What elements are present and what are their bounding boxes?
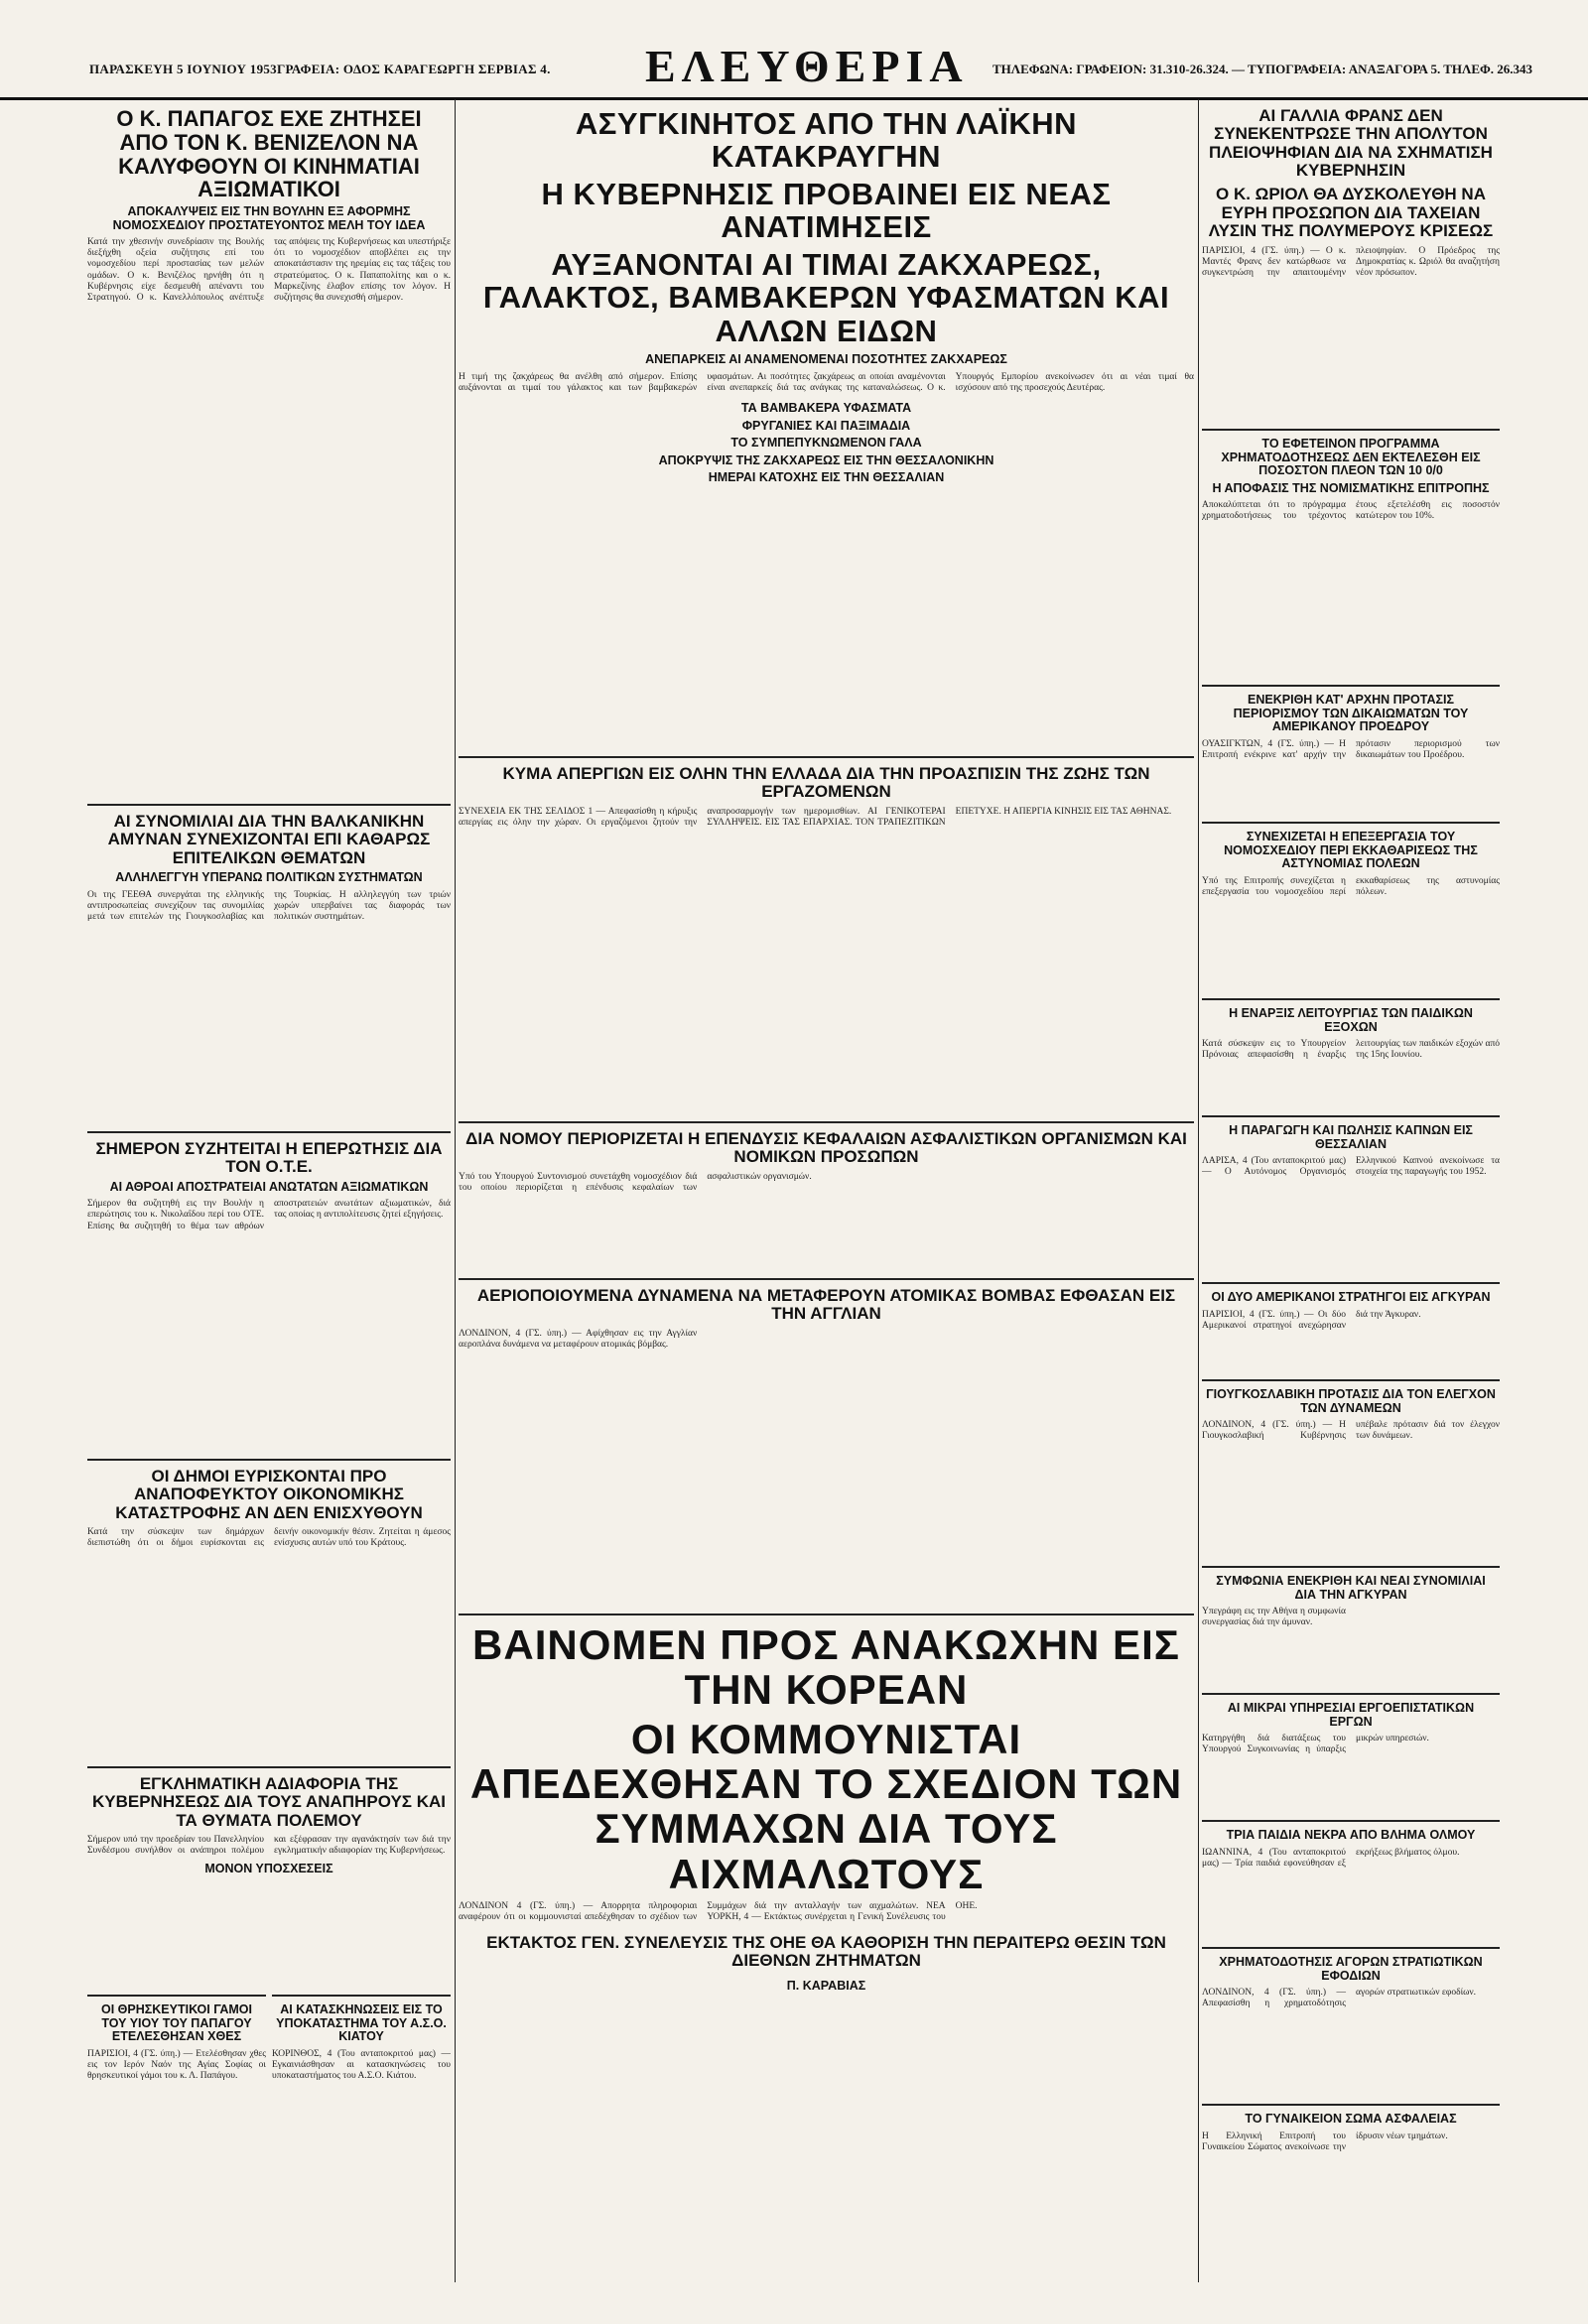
article-atomic bbox=[459, 1278, 1194, 1611]
headline-korea-1: ΒΑΙΝΟΜΕΝ ΠΡΟΣ ΑΝΑΚΩΧΗΝ ΕΙΣ ΤΗΝ ΚΟΡΕΑΝ bbox=[472, 1621, 1180, 1714]
body-paidia: ΙΩΑΝΝΙΝΑ, 4 (Του ανταποκριτού μας) — Τρία παιδιά εφονεύθησαν εξ εκρήξεως βλήματος όλμου. bbox=[1202, 1847, 1460, 1869]
headline-exoxes: Η ΕΝΑΡΞΙΣ ΛΕΙΤΟΥΡΓΙΑΣ ΤΩΝ ΠΑΙΔΙΚΩΝ ΕΞΟΧΩΝ bbox=[1229, 1006, 1473, 1034]
headline-synexizetai: ΣΥΝΕΧΙΖΕΤΑΙ Η ΕΠΕΞΕΡΓΑΣΙΑ ΤΟΥ ΝΟΜΟΣΧΕΔΙΟΥ ΠΕΡΙ ΕΚΚΑΘΑΡΙΣΕΩΣ ΤΗΣ ΑΣΤΥΝΟΜΙΑΣ ΠΟΛΕΩΝ bbox=[1224, 830, 1478, 870]
subhead-papagos: ΑΠΟΚΑΛΥΨΕΙΣ ΕΙΣ ΤΗΝ ΒΟΥΛΗΝ ΕΞ ΑΦΟΡΜΗΣ ΝΟΜΟΣΧΕΔΙΟΥ ΠΡΟΣΤΑΤΕΥΟΝΤΟΣ ΜΕΛΗ ΤΟΥ ΙΔΕΑ bbox=[112, 204, 426, 232]
headline-kataskiseis: ΑΙ ΚΑΤΑΣΚΗΝΩΣΕΙΣ ΕΙΣ ΤΟ ΥΠΟΚΑΤΑΣΤΗΜΑ ΤΟΥ Α.Σ.Ο. ΚΙΑΤΟΥ bbox=[276, 2002, 447, 2043]
article-kataskiseis bbox=[272, 1995, 451, 2287]
headline-franz-1: ΑΙ ΓΑΛΛΙΑ ΦΡΑΝΣ ΔΕΝ ΣΥΝΕΚΕΝΤΡΩΣΕ ΤΗΝ ΑΠΟΛΥΤΟΝ ΠΛΕΙΟΨΗΦΙΑΝ ΔΙΑ ΝΑ ΣΧΗΜΑΤΙΣΗ ΚΥΒΕΡΝΗΣΙΝ bbox=[1209, 106, 1493, 181]
body-strike: ΣΥΝΕΧΕΙΑ ΕΚ ΤΗΣ ΣΕΛΙΔΟΣ 1 — Απεφασίσθη η κήρυξις απεργίας εις όλην την χώραν. Οι εργαζόμενοι ζητούν την αναπροσαρμογήν των ημερομισθίων. ΑΙ ΓΕΝΙΚΟΤΕΡΑΙ ΣΥΛΛΗΨΕΙΣ. ΕΙΣ ΤΑΣ ΕΠΑΡΧΙΑΣ. ΤΟΝ ΤΡΑΠΕΖΙΤΙΚΩΝ ΕΠΕΤΥΧΕ. Η ΑΠΕΡΓΙΑ ΚΙΝΗΣΙΣ ΕΙΣ ΤΑΣ ΑΘΗΝΑΣ. bbox=[459, 806, 1172, 828]
body-dimoi: Κατά την σύσκεψιν των δημάρχων διεπιστώθη ότι οι δήμοι ευρίσκονται εις δεινήν οικονομικήν θέσιν. Ζητείται η άμεσος ενίσχυσις αυτών υπό του Κράτους. bbox=[87, 1527, 451, 1549]
box-gala: ΤΟ ΣΥΜΠΕΠΥΚΝΩΜΕΝΟΝ ΓΑΛΑ bbox=[730, 436, 922, 451]
box-fryganies: ΦΡΥΓΑΝΙΕΣ ΚΑΙ ΠΑΞΙΜΑΔΙΑ bbox=[741, 418, 911, 433]
headline-efodia: ΧΡΗΜΑΤΟΔΟΤΗΣΙΣ ΑΓΟΡΩΝ ΣΤΡΑΤΙΩΤΙΚΩΝ ΕΦΟΔΙΩΝ bbox=[1219, 1955, 1483, 1983]
body-kataskiseis: ΚΟΡΙΝΘΟΣ, 4 (Του ανταποκριτού μας) — Εγκαινιάσθησαν αι κατασκηνώσεις του υποκαταστήματος του Α.Σ.Ο. Κιάτου. bbox=[272, 2048, 451, 2081]
headline-strategoi: ΟΙ ΔΥΟ ΑΜΕΡΙΚΑΝΟΙ ΣΤΡΑΤΗΓΟΙ ΕΙΣ ΑΓΚΥΡΑΝ bbox=[1211, 1290, 1491, 1304]
body-atomic: ΛΟΝΔΙΝΟΝ, 4 (ΓΣ. ύπη.) — Αφίχθησαν εις την Αγγλίαν αεροπλάνα δυνάμενα να μεταφέρουν ατομικάς βόμβας. bbox=[459, 1328, 698, 1350]
article-kypros bbox=[1202, 1566, 1500, 1690]
headline-giougko: ΓΙΟΥΓΚΟΣΛΑΒΙΚΗ ΠΡΟΤΑΣΙΣ ΔΙΑ ΤΟΝ ΕΛΕΓΧΟΝ ΤΩΝ ΔΥΝΑΜΕΩΝ bbox=[1206, 1387, 1496, 1415]
article-gamoi bbox=[87, 1995, 266, 2287]
subhead-ote: ΑΙ ΑΘΡΟΑΙ ΑΠΟΣΤΡΑΤΕΙΑΙ ΑΝΩΤΑΤΩΝ ΑΞΙΩΜΑΤΙΚΩΝ bbox=[109, 1179, 429, 1194]
headline-dimoi: ΟΙ ΔΗΜΟΙ ΕΥΡΙΣΚΟΝΤΑΙ ΠΡΟ ΑΝΑΠΟΦΕΥΚΤΟΥ ΟΙΚΟΝΟΜΙΚΗΣ ΚΑΤΑΣΤΡΟΦΗΣ ΑΝ ΔΕΝ ΕΝΙΣΧΥΘΟΥΝ bbox=[115, 1467, 423, 1522]
body-anapiroi: Σήμερον υπό την προεδρίαν του Πανελληνίου Συνδέσμου συνήλθον οι ανάπηροι πολέμου και εξέφρασαν την αγανάκτησίν των διά την εγκληματικήν αδιαφορίαν της Κυβερνήσεως. bbox=[87, 1835, 451, 1857]
body-gynaikes: Η Ελληνική Επιτροπή του Γυναικείου Σώματος ανεκοίνωσε την ίδρυσιν νέων τμημάτων. bbox=[1202, 2130, 1448, 2152]
article-mikrai bbox=[1202, 1693, 1500, 1817]
body-enekrithi: ΟΥΑΣΙΓΚΤΩΝ, 4 (ΓΣ. ύπη.) — Η Επιτροπή ενέκρινε κατ' αρχήν την πρότασιν περιορισμού των δικαιωμάτων του Προέδρου. bbox=[1202, 738, 1500, 760]
masthead-date-address: ΠΑΡΑΣΚΕΥΗ 5 ΙΟΥΝΙΟΥ 1953ΓΡΑΦΕΙΑ: ΟΔΟΣ ΚΑΡΑΓΕΩΡΓΗ ΣΕΡΒΙΑΣ 4. bbox=[89, 62, 551, 76]
article-balkan bbox=[87, 804, 451, 1126]
headline-ote: ΣΗΜΕΡΟΝ ΣΥΖΗΤΕΙΤΑΙ Η ΕΠΕΡΩΤΗΣΙΣ ΔΙΑ ΤΟΝ Ο.Τ.Ε. bbox=[95, 1139, 443, 1177]
headline-korea-2: ΟΙ ΚΟΜΜΟΥΝΙΣΤΑΙ ΑΠΕΔΕΧΘΗΣΑΝ ΤΟ ΣΧΕΔΙΟΝ ΤΩΝ ΣΥΜΜΑΧΩΝ ΔΙΑ ΤΟΥΣ ΑΙΧΜΑΛΩΤΟΥΣ bbox=[469, 1715, 1183, 1897]
article-programma bbox=[1202, 429, 1500, 682]
article-giougko bbox=[1202, 1379, 1500, 1563]
article-strike bbox=[459, 756, 1194, 1118]
masthead-phones: ΤΗΛΕΦΩΝΑ: ΓΡΑΦΕΙΟΝ: 31.310-26.324. — ΤΥΠΟΓΡΑΦΕΙΑ: ΑΝΑΞΑΓΟΡΑ 5. ΤΗΛΕΦ. 26.343 bbox=[992, 62, 1533, 76]
body-korea: ΛΟΝΔΙΝΟΝ 4 (ΓΣ. ύπη.) — Απορρητα πληροφοριαι αναφέρουν ότι οι κομμουνισταί απεδέχθησαν το σχέδιον των Συμμάχων διά την ανταλλαγήν των αιχμαλώτων. ΝΕΑ ΥΟΡΚΗ, 4 — Εκτάκτως συνέρχεται η Γενική Συνέλευσις του ΟΗΕ. bbox=[459, 1901, 978, 1923]
body-efodia: ΛΟΝΔΙΝΟΝ, 4 (ΓΣ. ύπη.) — Απεφασίσθη η χρηματοδότησις αγορών στρατιωτικών εφοδίων. bbox=[1202, 1988, 1477, 2009]
article-franz bbox=[1202, 103, 1500, 421]
body-balkan: Οι της ΓΕΕΘΑ συνεργάται της ελληνικής αντιπροσωπείας συνεχίζουν τας συνομιλίας μετά των επιτελών της Γιουγκοσλαβίας και της Τουρκίας. Η αλληλεγγύη των τριών χωρών υπερβαίνει τας διαφοράς των πολιτικών συστημάτων. bbox=[87, 889, 451, 922]
article-ote bbox=[87, 1131, 451, 1454]
body-synexizetai: Υπό της Επιτροπής συνεχίζεται η επεξεργασία του νομοσχεδίου περί εκκαθαρίσεως της αστυνομίας πόλεων. bbox=[1202, 875, 1500, 897]
article-timai bbox=[459, 103, 1194, 748]
article-kapnoi bbox=[1202, 1115, 1500, 1279]
headline-balkan: ΑΙ ΣΥΝΟΜΙΛΙΑΙ ΔΙΑ ΤΗΝ ΒΑΛΚΑΝΙΚΗΝ ΑΜΥΝΑΝ ΣΥΝΕΧΙΖΟΝΤΑΙ ΕΠΙ ΚΑΘΑΡΩΣ ΕΠΙΤΕΛΙΚΩΝ ΘΕΜΑΤΩΝ bbox=[107, 812, 431, 867]
headline-gynaikes: ΤΟ ΓΥΝΑΙΚΕΙΟΝ ΣΩΜΑ ΑΣΦΑΛΕΙΑΣ bbox=[1245, 2112, 1457, 2126]
body-strategoi: ΠΑΡΙΣΙΟΙ, 4 (ΓΣ. ύπη.) — Οι δύο Αμερικανοί στρατηγοί ανεχώρησαν διά την Άγκυραν. bbox=[1202, 1309, 1421, 1331]
headline-franz-2: Ο Κ. ΩΡΙΟΛ ΘΑ ΔΥΣΚΟΛΕΥΘΗ ΝΑ ΕΥΡΗ ΠΡΟΣΩΠΟΝ ΔΙΑ ΤΑΧΕΙΑΝ ΛΥΣΙΝ ΤΗΣ ΠΟΛΥΜΕΡΟΥΣ ΚΡΙΣΕΩΣ bbox=[1208, 185, 1494, 241]
newspaper-title: ΕΛΕΥΘΕΡΙΑ bbox=[645, 41, 969, 91]
byline-korea: Π. ΚΑΡΑΒΙΑΣ bbox=[786, 1979, 866, 1994]
headline-timai-1: ΑΣΥΓΚΙΝΗΤΟΣ ΑΠΟ ΤΗΝ ΛΑΪΚΗΝ ΚΑΤΑΚΡΑΥΓΗΝ bbox=[575, 106, 1078, 175]
box-vamvakera: ΤΑ ΒΑΜΒΑΚΕΡΑ ΥΦΑΣΜΑΤΑ bbox=[740, 401, 912, 416]
headline-enekrithi: ΕΝΕΚΡΙΘΗ ΚΑΤ' ΑΡΧΗΝ ΠΡΟΤΑΣΙΣ ΠΕΡΙΟΡΙΣΜΟΥ ΤΩΝ ΔΙΚΑΙΩΜΑΤΩΝ ΤΟΥ ΑΜΕΡΙΚΑΝΟΥ ΠΡΟΕΔΡΟΥ bbox=[1233, 693, 1469, 733]
article-anapiroi bbox=[87, 1766, 451, 1990]
box-katoxi: ΗΜΕΡΑΙ ΚΑΤΟΧΗΣ ΕΙΣ ΤΗΝ ΘΕΣΣΑΛΙΑΝ bbox=[708, 470, 945, 485]
body-exoxes: Κατά σύσκεψιν εις το Υπουργείον Πρόνοιας απεφασίσθη η έναρξις λειτουργίας των παιδικών εξοχών από της 15ης Ιουνίου. bbox=[1202, 1039, 1500, 1061]
body-programma: Αποκαλύπτεται ότι το πρόγραμμα χρηματοδοτήσεως του τρέχοντος έτους εξετελέσθη εις ποσοστόν κατώτερον του 10%. bbox=[1202, 500, 1500, 522]
article-gynaikes bbox=[1202, 2104, 1500, 2287]
article-nomou bbox=[459, 1121, 1194, 1275]
article-efodia bbox=[1202, 1947, 1500, 2101]
headline-kypros: ΣΥΜΦΩΝΙΑ ΕΝΕΚΡΙΘΗ ΚΑΙ ΝΕΑΙ ΣΥΝΟΜΙΛΙΑΙ ΔΙΑ ΤΗΝ ΑΓΚΥΡΑΝ bbox=[1216, 1574, 1486, 1602]
body-papagos: Κατά την χθεσινήν συνεδρίασιν της Βουλής διεξήχθη οξεία συζήτησις επί του νομοσχεδίου περί προστασίας των μελών ομάδων. Ο κ. Βενιζέλος ηρνήθη ότι η Κυβέρνησις είχε δεσμευθή απέναντι του Στρατηγού. Ο κ. Κανελλόπουλος ανέπτυξε τας απόψεις της Κυβερνήσεως και υπεστήριξε ότι το νομοσχέδιον αποβλέπει εις την αποκατάστασιν της ηρεμίας εις τας τάξεις του στρατεύματος. Ο κ. Παπαπολίτης και ο κ. Μαρκεζίνης έλαβον επίσης τον λόγον. Η συζήτησις θα συνεχισθή σήμερον. bbox=[87, 237, 451, 304]
headline-gamoi: ΟΙ ΘΡΗΣΚΕΥΤΙΚΟΙ ΓΑΜΟΙ ΤΟΥ ΥΙΟΥ ΤΟΥ ΠΑΠΑΓΟΥ ΕΤΕΛΕΣΘΗΣΑΝ ΧΘΕΣ bbox=[101, 2002, 252, 2043]
article-dimoi bbox=[87, 1459, 451, 1761]
subhead-korea: ΕΚΤΑΚΤΟΣ ΓΕΝ. ΣΥΝΕΛΕΥΣΙΣ ΤΗΣ ΟΗΕ ΘΑ ΚΑΘΟΡΙΣΗ ΤΗΝ ΠΕΡΑΙΤΕΡΩ ΘΕΣΙΝ ΤΩΝ ΔΙΕΘΝΩΝ ΖΗΤΗΜΑΤΩΝ bbox=[486, 1932, 1166, 1970]
subhead-timai: ΑΝΕΠΑΡΚΕΙΣ ΑΙ ΑΝΑΜΕΝΟΜΕΝΑΙ ΠΟΣΟΤΗΤΕΣ ΖΑΚΧΑΡΕΩΣ bbox=[645, 352, 1007, 367]
headline-nomou: ΔΙΑ ΝΟΜΟΥ ΠΕΡΙΟΡΙΖΕΤΑΙ Η ΕΠΕΝΔΥΣΙΣ ΚΕΦΑΛΑΙΩΝ ΑΣΦΑΛΙΣΤΙΚΩΝ ΟΡΓΑΝΙΣΜΩΝ ΚΑΙ ΝΟΜΙΚΩΝ ΠΡΟΣΩΠΩΝ bbox=[465, 1129, 1187, 1167]
body-timai: Η τιμή της ζακχάρεως θα ανέλθη από σήμερον. Επίσης αυξάνονται αι τιμαί του γάλακτος και των βαμβακερών υφασμάτων. Αι ποσότητες ζακχάρεως αι οποίαι αναμένονται είναι ανεπαρκείς διά τας ανάγκας της καταναλώσεως. Ο κ. Υπουργός Εμπορίου ανεκοίνωσεν ότι αι νέαι τιμαί θα ισχύσουν από της προσεχούς Δευτέρας. bbox=[459, 371, 1194, 393]
box-apokrypsis: ΑΠΟΚΡΥΨΙΣ ΤΗΣ ΖΑΚΧΑΡΕΩΣ ΕΙΣ ΤΗΝ ΘΕΣΣΑΛΟΝΙΚΗΝ bbox=[658, 452, 994, 467]
subhead-balkan: ΑΛΛΗΛΕΓΓΥΗ ΥΠΕΡΑΝΩ ΠΟΛΙΤΙΚΩΝ ΣΥΣΤΗΜΑΤΩΝ bbox=[115, 870, 423, 885]
subhead-programma: Η ΑΠΟΦΑΣΙΣ ΤΗΣ ΝΟΜΙΣΜΑΤΙΚΗΣ ΕΠΙΤΡΟΠΗΣ bbox=[1212, 480, 1490, 495]
body-mikrai: Κατηργήθη διά διατάξεως του Υπουργού Συγκοινωνίας η ύπαρξις μικρών υπηρεσιών. bbox=[1202, 1734, 1429, 1755]
headline-timai-3: ΑΥΞΑΝΟΝΤΑΙ ΑΙ ΤΙΜΑΙ ΖΑΚΧΑΡΕΩΣ, ΓΑΛΑΚΤΟΣ, ΒΑΜΒΑΚΕΡΩΝ ΥΦΑΣΜΑΤΩΝ ΚΑΙ ΑΛΛΩΝ ΕΙΔΩΝ bbox=[482, 246, 1170, 348]
headline-anapiroi: ΕΓΚΛΗΜΑΤΙΚΗ ΑΔΙΑΦΟΡΙΑ ΤΗΣ ΚΥΒΕΡΝΗΣΕΩΣ ΔΙΑ ΤΟΥΣ ΑΝΑΠΗΡΟΥΣ ΚΑΙ ΤΑ ΘΥΜΑΤΑ ΠΟΛΕΜΟΥ bbox=[91, 1774, 446, 1830]
headline-programma: ΤΟ ΕΦΕΤΕΙΝΟΝ ΠΡΟΓΡΑΜΜΑ ΧΡΗΜΑΤΟΔΟΤΗΣΕΩΣ ΔΕΝ ΕΚΤΕΛΕΣΘΗ ΕΙΣ ΠΟΣΟΣΤΟΝ ΠΛΕΟΝ ΤΩΝ 10 0/0 bbox=[1221, 437, 1481, 477]
article-strategoi bbox=[1202, 1282, 1500, 1376]
body-ote: Σήμερον θα συζητηθή εις την Βουλήν η επερώτησις του κ. Νικολαΐδου περί του ΟΤΕ. Επίσης θα συζητηθή το θέμα των αθρόων αποστρατειών ανωτάτων αξιωματικών, διά τας οποίας η αντιπολίτευσις ζητεί εξηγήσεις. bbox=[87, 1199, 451, 1231]
headline-paidia: ΤΡΙΑ ΠΑΙΔΙΑ ΝΕΚΡΑ ΑΠΟ ΒΛΗΜΑ ΟΛΜΟΥ bbox=[1226, 1828, 1476, 1842]
column-rule bbox=[1198, 99, 1199, 2282]
article-synexizetai bbox=[1202, 822, 1500, 995]
body-kypros: Υπεγράφη εις την Αθήνα η συμφωνία συνεργασίας διά την άμυναν. bbox=[1202, 1607, 1346, 1628]
article-exoxes bbox=[1202, 998, 1500, 1112]
body-franz: ΠΑΡΙΣΙΟΙ, 4 (ΓΣ. ύπη.) — Ο κ. Μαντές Φρανς δεν κατώρθωσε να συγκεντρώση την απαιτουμένην πλειοψηφίαν. Ο Πρόεδρος της Δημοκρατίας κ. Ωριόλ θα αναζητήση νέον πρόσωπον. bbox=[1202, 245, 1500, 278]
article-korea bbox=[459, 1614, 1194, 2287]
body-kapnoi: ΛΑΡΙΣΑ, 4 (Του ανταποκριτού μας) — Ο Αυτόνομος Οργανισμός Ελληνικού Καπνού ανεκοίνωσε τα στοιχεία της παραγωγής του 1952. bbox=[1202, 1156, 1500, 1178]
headline-kapnoi: Η ΠΑΡΑΓΩΓΗ ΚΑΙ ΠΩΛΗΣΙΣ ΚΑΠΝΩΝ ΕΙΣ ΘΕΣΣΑΛΙΑΝ bbox=[1229, 1123, 1473, 1151]
body-giougko: ΛΟΝΔΙΝΟΝ, 4 (ΓΣ. ύπη.) — Η Γιουγκοσλαβική Κυβέρνησις υπέβαλε πρότασιν διά τον έλεγχον των δυνάμεων. bbox=[1202, 1420, 1500, 1442]
column-rule bbox=[455, 99, 456, 2282]
headline-papagos: Ο Κ. ΠΑΠΑΓΟΣ ΕΧΕ ΖΗΤΗΣΕΙ ΑΠΟ ΤΟΝ Κ. ΒΕΝΙΖΕΛΟΝ ΝΑ ΚΑΛΥΦΘΟΥΝ ΟΙ ΚΙΝΗΜΑΤΙΑΙ ΑΞΙΩΜΑΤΙΚΟΙ bbox=[116, 106, 422, 202]
headline-atomic: ΑΕΡΙΟΠΟΙΟΥΜΕΝΑ ΔΥΝΑΜΕΝΑ ΝΑ ΜΕΤΑΦΕΡΟΥΝ ΑΤΟΜΙΚΑΣ ΒΟΜΒΑΣ ΕΦΘΑΣΑΝ ΕΙΣ ΤΗΝ ΑΓΓΛΙΑΝ bbox=[476, 1286, 1176, 1324]
article-paidia bbox=[1202, 1820, 1500, 1944]
note-anapiroi: ΜΟΝΟΝ ΥΠΟΣΧΕΣΕΙΣ bbox=[204, 1862, 333, 1876]
article-enekrithi bbox=[1202, 685, 1500, 819]
headline-strike: ΚΥΜΑ ΑΠΕΡΓΙΩΝ ΕΙΣ ΟΛΗΝ ΤΗΝ ΕΛΛΑΔΑ ΔΙΑ ΤΗΝ ΠΡΟΑΣΠΙΣΙΝ ΤΗΣ ΖΩΗΣ ΤΩΝ ΕΡΓΑΖΟΜΕΝΩΝ bbox=[502, 764, 1150, 802]
body-gamoi: ΠΑΡΙΣΙΟΙ, 4 (ΓΣ. ύπη.) — Ετελέσθησαν χθες εις τον Ιερόν Ναόν της Αγίας Σοφίας οι θρησκευτικοί γάμοι του κ. Λ. Παπάγου. bbox=[87, 2048, 266, 2081]
masthead bbox=[0, 40, 1588, 100]
article-papagos bbox=[87, 103, 451, 798]
headline-timai-2: Η ΚΥΒΕΡΝΗΣΙΣ ΠΡΟΒΑΙΝΕΙ ΕΙΣ ΝΕΑΣ ΑΝΑΤΙΜΗΣΕΙΣ bbox=[541, 176, 1112, 245]
body-nomou: Υπό του Υπουργού Συντονισμού συνετάχθη νομοσχέδιον διά του οποίου περιορίζεται η επένδυσις κεφαλαίων των ασφαλιστικών οργανισμών. bbox=[459, 1171, 812, 1193]
headline-mikrai: ΑΙ ΜΙΚΡΑΙ ΥΠΗΡΕΣΙΑΙ ΕΡΓΟΕΠΙΣΤΑΤΙΚΩΝ ΕΡΓΩΝ bbox=[1227, 1701, 1475, 1729]
